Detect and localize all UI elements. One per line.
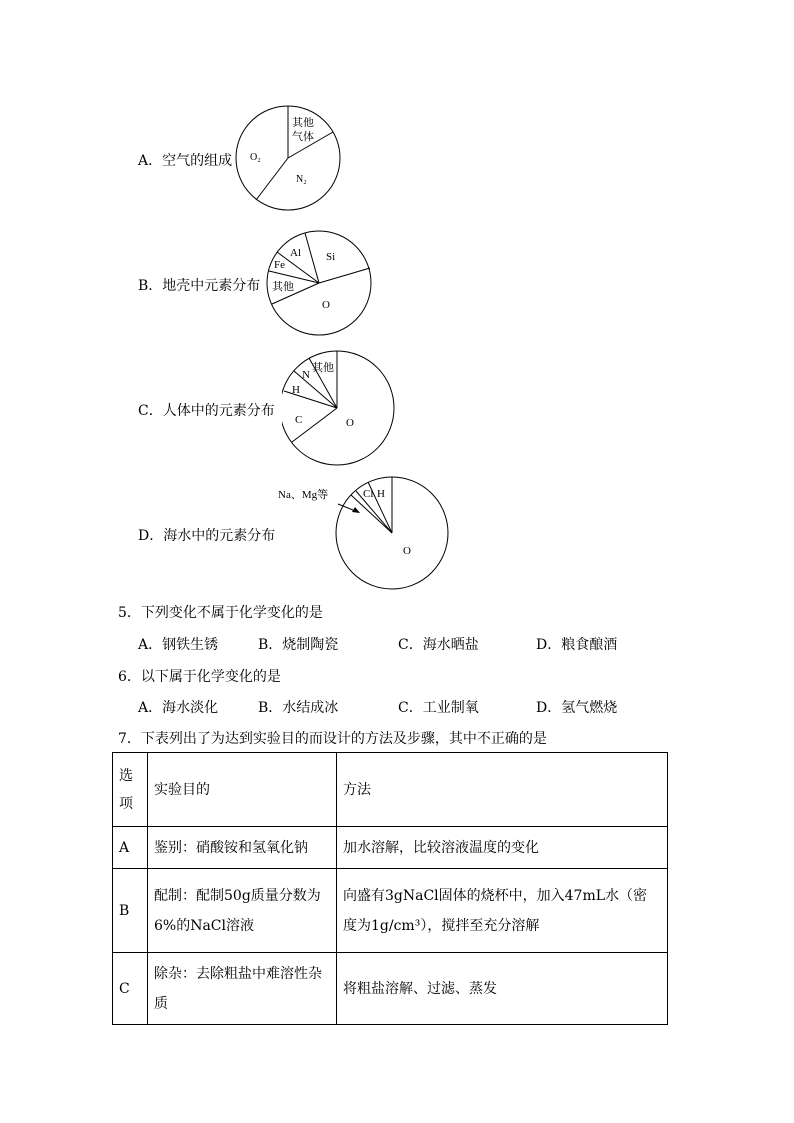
slice-label-al: Al [290,247,301,259]
q5-choice-a[interactable]: A．钢铁生锈 [138,637,219,653]
option-d-label: D．海水中的元素分布 [138,528,276,544]
row-c-goal: 除杂：去除粗盐中难溶性杂质 [148,953,337,1025]
q6-choice-c[interactable]: C．工业制氧 [398,700,479,716]
slice-label-h: H [292,384,300,396]
q5-choice-c[interactable]: C．海水晒盐 [398,637,479,653]
question-7-stem: 7．下表列出了为达到实验目的而设计的方法及步骤，其中不正确的是 [118,731,547,747]
slice-label-other-1: 其他 [292,117,314,129]
slice-label-n2: N₂ [296,174,307,185]
slice-label-other-2: 气体 [292,131,314,143]
option-c-label: C．人体中的元素分布 [138,403,275,419]
slice-label-si: Si [326,251,336,263]
slice-label-o: O [322,299,330,311]
pie-crust-elements [264,226,374,338]
row-a-option: A [113,827,148,869]
q6-choice-d[interactable]: D．氢气燃烧 [536,700,618,716]
experiment-table [112,752,668,1025]
table-row [113,827,668,869]
q5-choice-d[interactable]: D．粮食酿酒 [536,637,618,653]
slice-label-cl: Cl [363,488,374,500]
slice-label-o: O [346,417,354,429]
slice-label-o: O [403,545,411,557]
header-goal: 实验目的 [148,753,337,827]
slice-label-n: N [302,369,310,381]
slice-label-other: 其他 [272,281,294,293]
pie-air-composition [232,102,344,214]
question-6-stem: 6．以下属于化学变化的是 [118,669,281,685]
table-row [113,953,668,1025]
row-b-goal: 配制：配制50g质量分数为6%的NaCl溶液 [148,869,337,953]
slice-label-other: 其他 [312,362,334,374]
pie-seawater-elements [272,476,452,592]
row-a-method: 加水溶解，比较溶液温度的变化 [337,827,668,869]
slice-label-h: H [377,488,385,500]
slice-label-o2: O₂ [250,152,261,163]
row-b-method: 向盛有3gNaCl固体的烧杯中，加入47mL水（密度为1g/cm³），搅拌至充分溶解 [337,869,668,953]
table-row [113,869,668,953]
q5-choice-b[interactable]: B．烧制陶瓷 [258,637,339,653]
table-header-row [113,753,668,827]
row-c-method: 将粗盐溶解、过滤、蒸发 [337,953,668,1025]
slice-label-c: C [295,414,303,426]
row-c-option: C [113,953,148,1025]
header-option: 选项 [113,753,148,827]
question-5-stem: 5．下列变化不属于化学变化的是 [118,605,323,621]
header-method: 方法 [337,753,668,827]
slice-label-fe: Fe [274,259,285,271]
row-b-option: B [113,869,148,953]
option-b-label: B．地壳中元素分布 [138,278,261,294]
q6-choice-a[interactable]: A．海水淡化 [138,700,219,716]
row-a-goal: 鉴别：硝酸铵和氢氧化钠 [148,827,337,869]
option-a-label: A．空气的组成 [138,153,233,169]
q6-choice-b[interactable]: B．水结成冰 [258,700,339,716]
annotation-label-na-mg: Na、Mg等 [278,489,329,501]
pie-body-elements [282,348,396,468]
